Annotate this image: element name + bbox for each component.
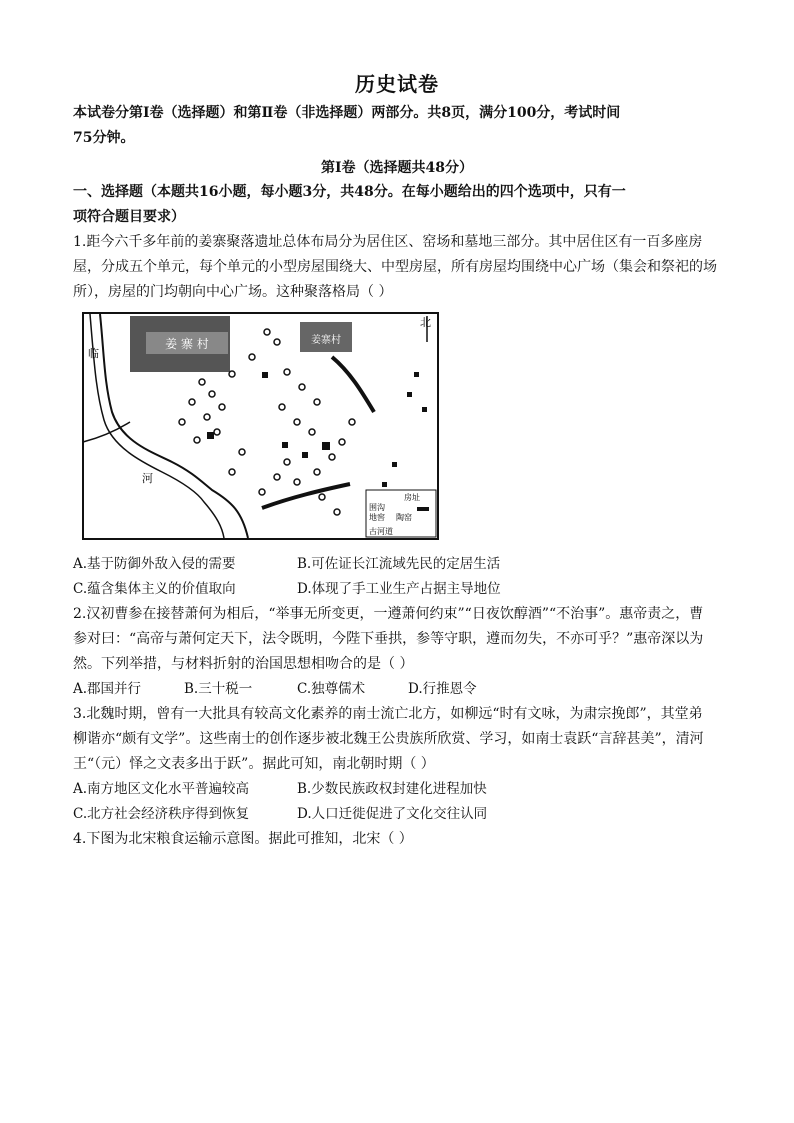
q1-option-d[interactable]: D.体现了手工业生产占据主导地位 [297, 581, 501, 597]
q2-line-2: 参对曰：“高帝与萧何定天下，法令既明，今陛下垂拱，参等守职，遵而勿失，不亦可乎？”惠帝深以为 [73, 631, 704, 647]
north-label: 北 [420, 316, 431, 329]
q4-line-1: 4.下图为北宋粮食运输示意图。据此可推知，北宋（ ） [73, 831, 413, 847]
q3-line-3: 王“（元）怿之文表多出于跃”。据此可知，南北朝时期（ ） [73, 756, 435, 772]
q2-option-a[interactable]: A.郡国并行 [73, 681, 142, 697]
q3-option-a[interactable]: A.南方地区文化水平普遍较高 [73, 781, 250, 797]
legend-old-river: 古河道 [369, 527, 393, 536]
q2-option-b[interactable]: B.三十税一 [184, 681, 253, 697]
q2-options-row [73, 677, 723, 702]
section-line-2: 项符合题目要求） [73, 209, 185, 225]
village-label: 姜 寨 村 [165, 337, 209, 351]
q1-options-row-2 [73, 577, 723, 602]
legend-cellar: 地窖 [369, 513, 385, 522]
page-title: 历史试卷 [355, 72, 439, 96]
river-top-label: 临 [88, 347, 99, 360]
part1-title: 第Ⅰ卷（选择题共48分） [320, 160, 474, 176]
q2-option-c[interactable]: C.独尊儒术 [297, 681, 366, 697]
q3-option-b[interactable]: B.少数民族政权封建化进程加快 [297, 781, 487, 797]
legend-ditch: 围沟 [369, 503, 385, 512]
q1-option-c[interactable]: C.蕴含集体主义的价值取向 [73, 581, 236, 597]
legend-kiln: 陶窑 [396, 513, 412, 522]
q1-line-3: 所），房屋的门均朝向中心广场。这种聚落格局（ ） [73, 284, 393, 300]
section-line-1: 一、选择题（本题共16小题，每小题3分，共48分。在每小题给出的四个选项中，只有一 [73, 184, 626, 200]
river-label: 河 [142, 472, 153, 485]
q3-line-1: 3.北魏时期，曾有一大批具有较高文化素养的南士流亡北方，如柳远“时有文咏，为肃宗挽郎”，其堂弟 [73, 706, 703, 722]
q2-line-3: 然。下列举措，与材料折射的治国思想相吻合的是（ ） [73, 656, 414, 672]
q1-options-row-1 [73, 552, 723, 577]
intro-line-2: 75分钟。 [73, 130, 135, 146]
q3-option-d[interactable]: D.人口迁徙促进了文化交往认同 [297, 806, 488, 822]
jiangzhai-site-map [82, 312, 439, 540]
q2-option-d[interactable]: D.行推恩令 [408, 681, 477, 697]
intro-line-1: 本试卷分第Ⅰ卷（选择题）和第Ⅱ卷（非选择题）两部分。共8页，满分100分，考试时间 [73, 105, 621, 121]
q3-options-row-2 [73, 802, 723, 827]
q1-option-a[interactable]: A.基于防御外敌入侵的需要 [73, 556, 236, 572]
legend-house: 房址 [404, 493, 420, 502]
q3-options-row-1 [73, 777, 723, 802]
q3-line-2: 柳谐亦“颇有文学”。这些南士的创作逐步被北魏王公贵族所欣赏、学习，如南士袁跃“言辞甚美”，清河 [73, 731, 704, 747]
q1-option-b[interactable]: B.可佐证长江流域先民的定居生活 [297, 556, 501, 572]
q1-line-1: 1.距今六千多年前的姜寨聚落遗址总体布局分为居住区、窑场和墓地三部分。其中居住区有一百多座房 [73, 234, 703, 250]
q3-option-c[interactable]: C.北方社会经济秩序得到恢复 [73, 806, 250, 822]
village2-label: 姜寨村 [311, 335, 341, 346]
q2-line-1: 2.汉初曹参在接替萧何为相后，“举事无所变更，一遵萧何约束”“日夜饮醇酒”“不治事”。惠帝责之，曹 [73, 606, 704, 622]
map-legend [366, 490, 436, 537]
q1-line-2: 屋，分成五个单元，每个单元的小型房屋围绕大、中型房屋，所有房屋均围绕中心广场（集会和祭祀的场 [73, 259, 717, 275]
